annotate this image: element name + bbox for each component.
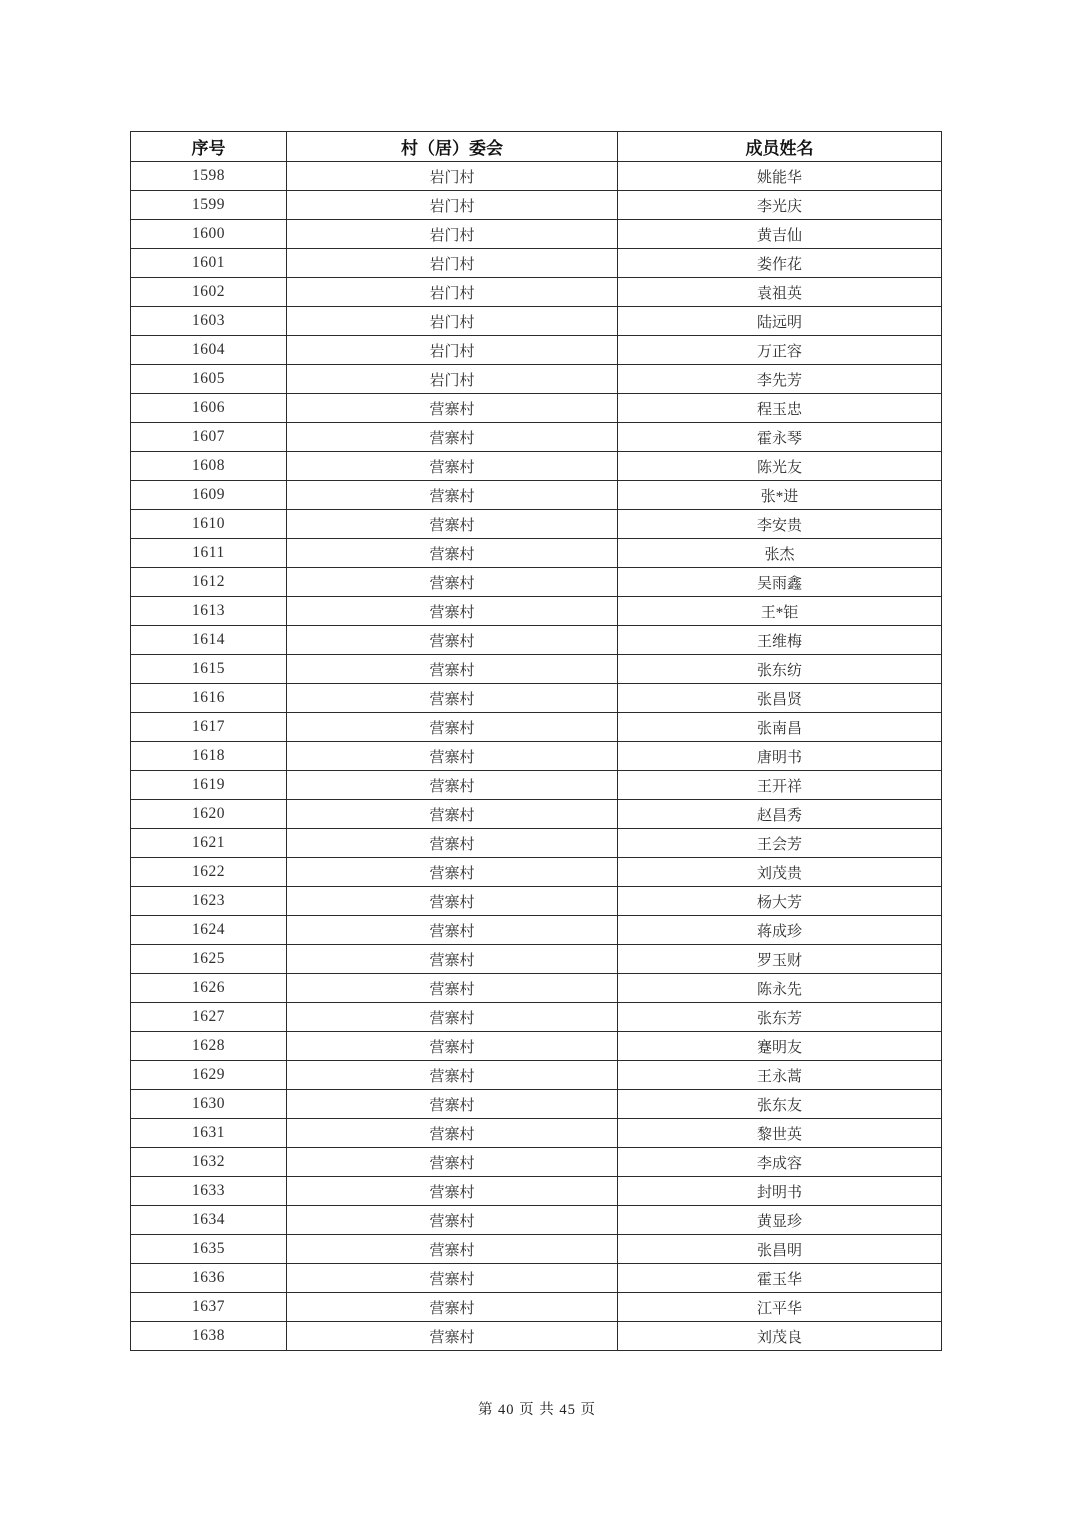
- table-row: [131, 307, 942, 336]
- committee-cell: 岩门村: [287, 278, 618, 307]
- table-row: [131, 336, 942, 365]
- name-cell: 张杰: [618, 539, 942, 568]
- name-cell: 王*钜: [618, 597, 942, 626]
- name-cell: 李先芳: [618, 365, 942, 394]
- table-row: [131, 1119, 942, 1148]
- serial-cell: 1602: [131, 278, 287, 307]
- committee-cell: 岩门村: [287, 336, 618, 365]
- serial-cell: 1612: [131, 568, 287, 597]
- name-cell: 罗玉财: [618, 945, 942, 974]
- committee-members-table: [130, 131, 942, 1351]
- serial-cell: 1617: [131, 713, 287, 742]
- committee-cell: 营寨村: [287, 858, 618, 887]
- name-cell: 霍玉华: [618, 1264, 942, 1293]
- committee-cell: 岩门村: [287, 220, 618, 249]
- table-row: [131, 1003, 942, 1032]
- committee-cell: 营寨村: [287, 510, 618, 539]
- name-cell: 王维梅: [618, 626, 942, 655]
- committee-cell: 营寨村: [287, 423, 618, 452]
- table-row: [131, 829, 942, 858]
- name-cell: 娄作花: [618, 249, 942, 278]
- name-cell: 李光庆: [618, 191, 942, 220]
- committee-cell: 营寨村: [287, 1148, 618, 1177]
- committee-cell: 岩门村: [287, 365, 618, 394]
- table-row: [131, 1235, 942, 1264]
- table-body: [131, 162, 942, 1351]
- serial-cell: 1628: [131, 1032, 287, 1061]
- table-row: [131, 1293, 942, 1322]
- committee-cell: 营寨村: [287, 742, 618, 771]
- page-number-footer: 第 40 页 共 45 页: [477, 1402, 597, 1418]
- name-cell: 吴雨鑫: [618, 568, 942, 597]
- committee-cell: 岩门村: [287, 249, 618, 278]
- serial-cell: 1635: [131, 1235, 287, 1264]
- serial-cell: 1611: [131, 539, 287, 568]
- committee-cell: 营寨村: [287, 1119, 618, 1148]
- committee-cell: 营寨村: [287, 771, 618, 800]
- table-row: [131, 597, 942, 626]
- table-row: [131, 191, 942, 220]
- name-cell: 李成容: [618, 1148, 942, 1177]
- table-header: [131, 132, 942, 162]
- table-row: [131, 626, 942, 655]
- committee-cell: 营寨村: [287, 916, 618, 945]
- serial-cell: 1603: [131, 307, 287, 336]
- committee-cell: 营寨村: [287, 1177, 618, 1206]
- header-village-committee: 村（居）委会: [287, 132, 618, 162]
- serial-cell: 1605: [131, 365, 287, 394]
- committee-cell: 营寨村: [287, 1090, 618, 1119]
- committee-cell: 营寨村: [287, 1322, 618, 1351]
- serial-cell: 1629: [131, 1061, 287, 1090]
- name-cell: 程玉忠: [618, 394, 942, 423]
- serial-cell: 1632: [131, 1148, 287, 1177]
- table-row: [131, 568, 942, 597]
- name-cell: 陈永先: [618, 974, 942, 1003]
- header-member-name: 成员姓名: [618, 132, 942, 162]
- table-row: [131, 394, 942, 423]
- table-row: [131, 1090, 942, 1119]
- table-row: [131, 1322, 942, 1351]
- committee-cell: 营寨村: [287, 945, 618, 974]
- table-row: [131, 974, 942, 1003]
- serial-cell: 1619: [131, 771, 287, 800]
- committee-cell: 营寨村: [287, 1032, 618, 1061]
- serial-cell: 1613: [131, 597, 287, 626]
- table-row: [131, 1148, 942, 1177]
- committee-cell: 营寨村: [287, 539, 618, 568]
- name-cell: 黄显珍: [618, 1206, 942, 1235]
- table-row: [131, 1032, 942, 1061]
- table-row: [131, 742, 942, 771]
- table-row: [131, 249, 942, 278]
- name-cell: 张昌贤: [618, 684, 942, 713]
- name-cell: 赵昌秀: [618, 800, 942, 829]
- table-row: [131, 713, 942, 742]
- serial-cell: 1620: [131, 800, 287, 829]
- serial-cell: 1598: [131, 162, 287, 191]
- name-cell: 陈光友: [618, 452, 942, 481]
- table-row: [131, 220, 942, 249]
- table-row: [131, 1177, 942, 1206]
- committee-cell: 营寨村: [287, 1235, 618, 1264]
- serial-cell: 1601: [131, 249, 287, 278]
- serial-cell: 1623: [131, 887, 287, 916]
- serial-cell: 1626: [131, 974, 287, 1003]
- name-cell: 江平华: [618, 1293, 942, 1322]
- committee-cell: 营寨村: [287, 452, 618, 481]
- name-cell: 陆远明: [618, 307, 942, 336]
- committee-cell: 岩门村: [287, 191, 618, 220]
- name-cell: 封明书: [618, 1177, 942, 1206]
- serial-cell: 1599: [131, 191, 287, 220]
- serial-cell: 1637: [131, 1293, 287, 1322]
- serial-cell: 1610: [131, 510, 287, 539]
- serial-cell: 1609: [131, 481, 287, 510]
- committee-cell: 营寨村: [287, 394, 618, 423]
- committee-cell: 营寨村: [287, 1003, 618, 1032]
- committee-cell: 营寨村: [287, 655, 618, 684]
- committee-cell: 营寨村: [287, 974, 618, 1003]
- name-cell: 蹇明友: [618, 1032, 942, 1061]
- serial-cell: 1633: [131, 1177, 287, 1206]
- name-cell: 蒋成珍: [618, 916, 942, 945]
- serial-cell: 1600: [131, 220, 287, 249]
- committee-cell: 岩门村: [287, 307, 618, 336]
- table-row: [131, 771, 942, 800]
- name-cell: 张南昌: [618, 713, 942, 742]
- name-cell: 杨大芳: [618, 887, 942, 916]
- committee-cell: 营寨村: [287, 1206, 618, 1235]
- committee-cell: 营寨村: [287, 597, 618, 626]
- table-row: [131, 858, 942, 887]
- table-row: [131, 1264, 942, 1293]
- serial-cell: 1636: [131, 1264, 287, 1293]
- table-row: [131, 423, 942, 452]
- serial-cell: 1638: [131, 1322, 287, 1351]
- table-row: [131, 481, 942, 510]
- serial-cell: 1627: [131, 1003, 287, 1032]
- table-row: [131, 945, 942, 974]
- name-cell: 黄吉仙: [618, 220, 942, 249]
- name-cell: 唐明书: [618, 742, 942, 771]
- name-cell: 刘茂贵: [618, 858, 942, 887]
- committee-cell: 营寨村: [287, 568, 618, 597]
- name-cell: 霍永琴: [618, 423, 942, 452]
- committee-cell: 营寨村: [287, 1264, 618, 1293]
- table-row: [131, 887, 942, 916]
- table-header-row: [131, 132, 942, 162]
- committee-cell: 岩门村: [287, 162, 618, 191]
- name-cell: 王会芳: [618, 829, 942, 858]
- serial-cell: 1608: [131, 452, 287, 481]
- name-cell: 姚能华: [618, 162, 942, 191]
- serial-cell: 1615: [131, 655, 287, 684]
- committee-cell: 营寨村: [287, 684, 618, 713]
- name-cell: 张*进: [618, 481, 942, 510]
- serial-cell: 1604: [131, 336, 287, 365]
- name-cell: 王永蒿: [618, 1061, 942, 1090]
- serial-cell: 1624: [131, 916, 287, 945]
- serial-cell: 1634: [131, 1206, 287, 1235]
- name-cell: 万正容: [618, 336, 942, 365]
- table-row: [131, 916, 942, 945]
- name-cell: 张昌明: [618, 1235, 942, 1264]
- table-row: [131, 365, 942, 394]
- committee-cell: 营寨村: [287, 1293, 618, 1322]
- serial-cell: 1621: [131, 829, 287, 858]
- serial-cell: 1614: [131, 626, 287, 655]
- committee-cell: 营寨村: [287, 829, 618, 858]
- name-cell: 刘茂良: [618, 1322, 942, 1351]
- committee-cell: 营寨村: [287, 481, 618, 510]
- table-row: [131, 684, 942, 713]
- serial-cell: 1630: [131, 1090, 287, 1119]
- name-cell: 黎世英: [618, 1119, 942, 1148]
- table-row: [131, 510, 942, 539]
- committee-cell: 营寨村: [287, 713, 618, 742]
- committee-cell: 营寨村: [287, 626, 618, 655]
- serial-cell: 1622: [131, 858, 287, 887]
- table-row: [131, 655, 942, 684]
- name-cell: 袁祖英: [618, 278, 942, 307]
- table-row: [131, 452, 942, 481]
- committee-cell: 营寨村: [287, 887, 618, 916]
- name-cell: 张东芳: [618, 1003, 942, 1032]
- name-cell: 张东友: [618, 1090, 942, 1119]
- table-row: [131, 162, 942, 191]
- name-cell: 李安贵: [618, 510, 942, 539]
- table-row: [131, 539, 942, 568]
- table-row: [131, 1206, 942, 1235]
- name-cell: 张东纺: [618, 655, 942, 684]
- header-serial-number: 序号: [131, 132, 287, 162]
- serial-cell: 1616: [131, 684, 287, 713]
- name-cell: 王开祥: [618, 771, 942, 800]
- serial-cell: 1618: [131, 742, 287, 771]
- serial-cell: 1606: [131, 394, 287, 423]
- serial-cell: 1625: [131, 945, 287, 974]
- table-row: [131, 800, 942, 829]
- table-row: [131, 278, 942, 307]
- serial-cell: 1631: [131, 1119, 287, 1148]
- committee-cell: 营寨村: [287, 800, 618, 829]
- serial-cell: 1607: [131, 423, 287, 452]
- table-row: [131, 1061, 942, 1090]
- committee-cell: 营寨村: [287, 1061, 618, 1090]
